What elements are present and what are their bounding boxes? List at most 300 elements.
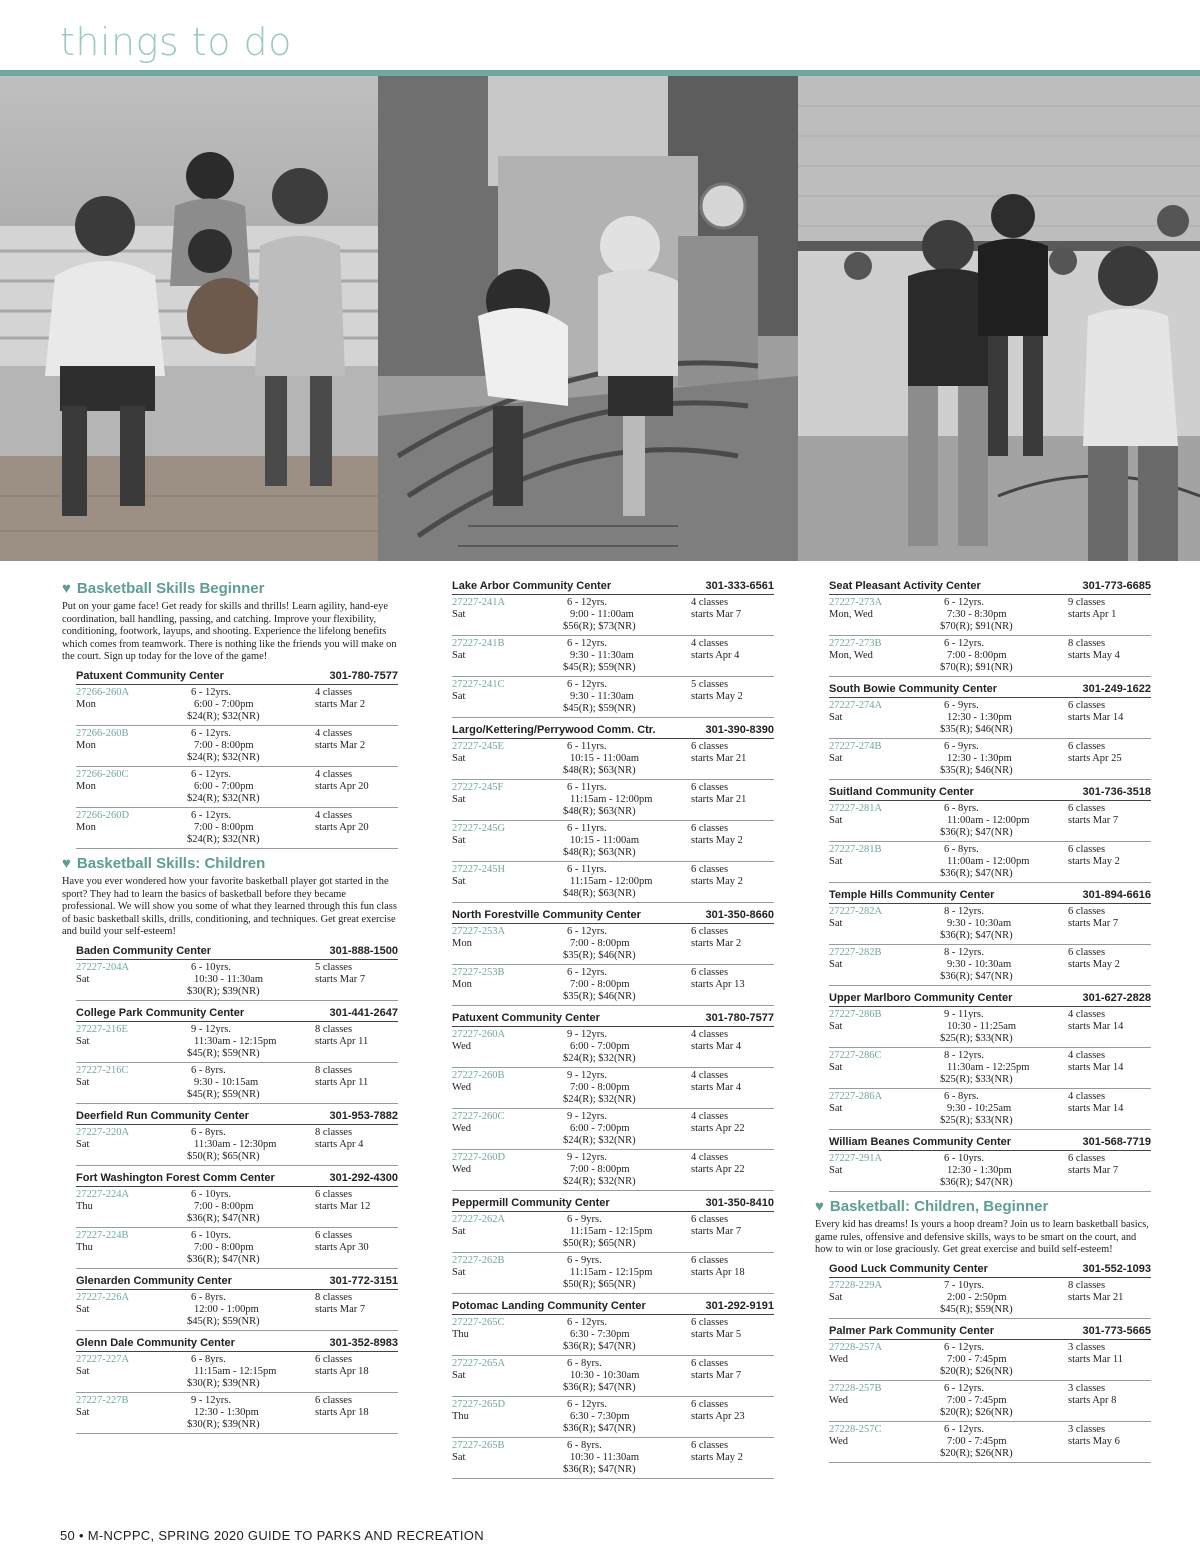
class-row (76, 685, 398, 726)
class-day: Sat (452, 609, 466, 620)
class-row (829, 1151, 1151, 1192)
class-day: Sat (76, 1076, 90, 1088)
class-day: Sat (829, 1165, 843, 1176)
class-age: 8 - 12yrs. (944, 906, 984, 917)
class-row (76, 1063, 398, 1104)
class-fee: $48(R); $63(NR) (563, 806, 636, 817)
class-fee: $36(R); $47(NR) (563, 1464, 636, 1475)
class-start: starts Mar 14 (1068, 1021, 1124, 1032)
class-time: 11:15am - 12:15pm (194, 1365, 277, 1377)
class-code: 27227-216C (76, 1064, 129, 1076)
class-count: 8 classes (315, 1126, 353, 1138)
class-count: 5 classes (691, 679, 729, 690)
class-start: starts Apr 20 (315, 780, 369, 792)
class-row (76, 1393, 398, 1434)
class-start: starts Mar 7 (1068, 815, 1119, 826)
class-row (452, 924, 774, 965)
class-count: 6 classes (315, 1353, 353, 1365)
class-start: starts May 2 (691, 876, 743, 887)
class-start: starts Mar 7 (691, 609, 742, 620)
class-code: 27227-265B (452, 1440, 505, 1451)
class-time: 7:00 - 8:00pm (194, 1200, 254, 1212)
class-fee: $45(R); $59(NR) (187, 1315, 260, 1327)
class-count: 6 classes (1068, 947, 1106, 958)
class-code: 27227-216E (76, 1023, 128, 1035)
class-fee: $30(R); $39(NR) (187, 1418, 260, 1430)
class-code: 27227-281B (829, 844, 882, 855)
class-code: 27266-260C (76, 768, 129, 780)
center-block (452, 1012, 774, 1191)
center-header (76, 945, 398, 960)
class-code: 27227-260A (452, 1029, 506, 1040)
class-day: Wed (829, 1435, 848, 1447)
class-start: starts Apr 4 (315, 1138, 364, 1150)
class-start: starts Apr 18 (315, 1365, 369, 1377)
center-phone: 301-736-3518 (1082, 786, 1151, 798)
center-block (829, 683, 1151, 780)
class-start: starts Apr 23 (691, 1411, 745, 1422)
class-start: starts Apr 30 (315, 1241, 369, 1253)
class-day: Thu (76, 1200, 93, 1212)
class-count: 5 classes (315, 961, 353, 973)
class-row (829, 1048, 1151, 1089)
class-count: 6 classes (691, 1399, 729, 1410)
class-day: Sat (452, 1370, 466, 1381)
center-block (829, 580, 1151, 677)
class-age: 6 - 8yrs. (191, 1126, 226, 1138)
class-start: starts Apr 20 (315, 821, 369, 833)
class-count: 6 classes (1068, 906, 1106, 917)
class-start: starts Mar 21 (1068, 1291, 1124, 1303)
class-count: 8 classes (315, 1023, 353, 1035)
class-day: Sat (452, 650, 466, 661)
class-time: 12:30 - 1:30pm (194, 1406, 259, 1418)
class-age: 6 - 9yrs. (567, 1214, 602, 1225)
class-fee: $36(R); $47(NR) (940, 827, 1013, 838)
class-age: 6 - 8yrs. (944, 803, 979, 814)
class-code: 27227-281A (829, 803, 883, 814)
class-day: Mon (76, 780, 96, 792)
class-day: Sat (452, 691, 466, 702)
class-day: Mon (76, 698, 96, 710)
class-day: Mon (452, 938, 472, 949)
class-age: 6 - 11yrs. (567, 864, 607, 875)
center-header (829, 1263, 1151, 1278)
class-code: 27228-257A (829, 1341, 883, 1353)
class-code: 27227-227B (76, 1394, 129, 1406)
class-count: 4 classes (691, 1152, 729, 1163)
class-row (452, 1438, 774, 1479)
class-count: 6 classes (691, 926, 729, 937)
class-fee: $24(R); $32(NR) (563, 1135, 636, 1146)
class-day: Wed (452, 1164, 471, 1175)
class-row (452, 636, 774, 677)
class-time: 10:15 - 11:00am (570, 835, 640, 846)
class-code: 27227-241C (452, 679, 505, 690)
center-block (452, 580, 774, 718)
class-day: Mon (76, 821, 96, 833)
class-count: 4 classes (315, 727, 353, 739)
class-age: 6 - 10yrs. (191, 1229, 231, 1241)
class-fee: $36(R); $47(NR) (563, 1423, 636, 1434)
class-code: 27227-260C (452, 1111, 505, 1122)
class-fee: $35(R); $46(NR) (563, 991, 636, 1002)
class-age: 9 - 12yrs. (567, 1070, 607, 1081)
class-age: 6 - 11yrs. (567, 823, 607, 834)
class-day: Sat (829, 1021, 843, 1032)
class-code: 27227-262B (452, 1255, 505, 1266)
center-block (829, 786, 1151, 883)
photo-kids-basketball (0, 76, 378, 561)
center-name: Fort Washington Forest Comm Center (76, 1171, 275, 1184)
class-count: 6 classes (315, 1188, 353, 1200)
center-header (452, 1012, 774, 1027)
class-count: 4 classes (691, 597, 729, 608)
class-row (76, 1228, 398, 1269)
class-day: Sat (76, 1035, 90, 1047)
center-block (829, 889, 1151, 986)
class-age: 6 - 12yrs. (567, 679, 607, 690)
center-header (76, 1275, 398, 1290)
center-phone: 301-390-8390 (705, 724, 774, 736)
class-time: 6:30 - 7:30pm (570, 1329, 630, 1340)
class-age: 6 - 12yrs. (567, 926, 607, 937)
photo-playground (378, 76, 798, 561)
class-count: 6 classes (1068, 700, 1106, 711)
class-count: 6 classes (691, 1358, 729, 1369)
class-count: 8 classes (1068, 638, 1106, 649)
class-row (829, 1278, 1151, 1319)
class-count: 4 classes (1068, 1091, 1106, 1102)
center-phone: 301-894-6616 (1082, 889, 1151, 901)
class-start: starts Apr 11 (315, 1035, 369, 1047)
class-row (76, 1187, 398, 1228)
class-row (829, 698, 1151, 739)
class-age: 6 - 12yrs. (944, 638, 984, 649)
class-code: 27227-245H (452, 864, 506, 875)
center-phone: 301-627-2828 (1082, 992, 1151, 1004)
class-start: starts Mar 12 (315, 1200, 371, 1212)
class-fee: $45(R); $59(NR) (563, 662, 636, 673)
class-age: 9 - 11yrs. (944, 1009, 984, 1020)
class-time: 7:30 - 8:30pm (947, 609, 1007, 620)
class-age: 9 - 12yrs. (567, 1152, 607, 1163)
section-title (62, 580, 398, 597)
class-count: 4 classes (1068, 1050, 1106, 1061)
class-start: starts Apr 22 (691, 1164, 745, 1175)
class-fee: $24(R); $32(NR) (187, 833, 260, 845)
class-start: starts Mar 4 (691, 1041, 742, 1052)
section-description: Every kid has dreams! Is yours a hoop dream? Join us to learn basketball basics, game rules, offensive and defensive skills, ways to be smart on the court, and how to win or lose graciously. Get great exercise and build self-esteem! (815, 1219, 1149, 1256)
class-row (452, 1068, 774, 1109)
column-left (62, 580, 398, 1440)
class-count: 6 classes (1068, 844, 1106, 855)
class-row (452, 1356, 774, 1397)
class-count: 6 classes (691, 741, 729, 752)
class-code: 27266-260B (76, 727, 129, 739)
center-header (76, 1007, 398, 1022)
center-header (829, 1136, 1151, 1151)
class-fee: $24(R); $32(NR) (187, 792, 260, 804)
class-age: 6 - 8yrs. (191, 1291, 226, 1303)
center-header (76, 1172, 398, 1187)
class-fee: $36(R); $47(NR) (940, 971, 1013, 982)
column-middle (438, 580, 774, 1485)
class-code: 27227-282B (829, 947, 882, 958)
class-time: 10:30 - 11:30am (194, 973, 264, 985)
class-code: 27227-253A (452, 926, 506, 937)
class-code: 27227-245F (452, 782, 504, 793)
class-code: 27227-245G (452, 823, 506, 834)
class-code: 27228-229A (829, 1279, 883, 1291)
center-block (76, 1172, 398, 1269)
center-block (829, 1263, 1151, 1319)
page-footer: 50 • M-NCPPC, SPRING 2020 GUIDE TO PARKS AND RECREATION (60, 1528, 484, 1543)
center-phone: 301-350-8410 (705, 1197, 774, 1209)
class-time: 9:30 - 11:30am (570, 691, 634, 702)
class-start: starts May 2 (691, 691, 743, 702)
class-age: 6 - 12yrs. (944, 1423, 984, 1435)
class-day: Sat (829, 712, 843, 723)
class-age: 6 - 8yrs. (191, 1353, 226, 1365)
class-start: starts May 2 (691, 1452, 743, 1463)
class-row (452, 1027, 774, 1068)
center-header (829, 683, 1151, 698)
class-start: starts Apr 4 (691, 650, 740, 661)
class-row (829, 595, 1151, 636)
center-block (452, 724, 774, 903)
center-phone: 301-350-8660 (705, 909, 774, 921)
class-count: 6 classes (691, 864, 729, 875)
class-start: starts Mar 7 (315, 973, 366, 985)
class-row (829, 1089, 1151, 1130)
class-day: Sat (829, 1062, 843, 1073)
class-fee: $36(R); $47(NR) (187, 1212, 260, 1224)
class-row (452, 1109, 774, 1150)
class-day: Mon (76, 739, 96, 751)
class-fee: $56(R); $73(NR) (563, 621, 636, 632)
class-code: 27227-273A (829, 597, 883, 608)
class-day: Wed (829, 1353, 848, 1365)
class-age: 6 - 8yrs. (191, 1064, 226, 1076)
class-fee: $45(R); $59(NR) (187, 1047, 260, 1059)
class-row (452, 1315, 774, 1356)
class-start: starts Mar 7 (1068, 918, 1119, 929)
class-fee: $45(R); $59(NR) (187, 1088, 260, 1100)
center-phone: 301-773-5665 (1082, 1324, 1151, 1337)
class-time: 6:00 - 7:00pm (194, 780, 254, 792)
class-code: 27227-274A (829, 700, 883, 711)
class-row (76, 960, 398, 1001)
class-time: 9:30 - 10:30am (947, 918, 1012, 929)
class-time: 6:00 - 7:00pm (570, 1123, 630, 1134)
class-day: Mon, Wed (829, 609, 873, 620)
class-day: Sat (452, 1452, 466, 1463)
class-day: Sat (76, 1303, 90, 1315)
center-name: Largo/Kettering/Perrywood Comm. Ctr. (452, 724, 656, 736)
class-time: 7:00 - 8:00pm (194, 821, 254, 833)
class-code: 27227-286C (829, 1050, 882, 1061)
class-fee: $35(R); $46(NR) (563, 950, 636, 961)
class-time: 12:30 - 1:30pm (947, 753, 1012, 764)
class-count: 4 classes (691, 638, 729, 649)
class-row (829, 1422, 1151, 1463)
class-day: Sat (76, 1138, 90, 1150)
class-count: 6 classes (691, 1214, 729, 1225)
class-time: 2:00 - 2:50pm (947, 1291, 1007, 1303)
class-time: 12:30 - 1:30pm (947, 712, 1012, 723)
center-phone: 301-953-7882 (329, 1109, 398, 1122)
center-name: College Park Community Center (76, 1006, 245, 1019)
class-time: 7:00 - 8:00pm (947, 650, 1007, 661)
class-start: starts Mar 2 (315, 698, 366, 710)
class-age: 6 - 9yrs. (944, 700, 979, 711)
class-fee: $48(R); $63(NR) (563, 888, 636, 899)
class-fee: $24(R); $32(NR) (563, 1053, 636, 1064)
class-count: 3 classes (1068, 1423, 1106, 1435)
center-header (452, 1197, 774, 1212)
class-time: 7:00 - 8:00pm (570, 979, 630, 990)
center-phone: 301-292-9191 (705, 1300, 774, 1312)
class-row (452, 1212, 774, 1253)
class-fee: $24(R); $32(NR) (563, 1094, 636, 1105)
class-start: starts Apr 25 (1068, 753, 1122, 764)
class-code: 27227-260D (452, 1152, 506, 1163)
class-time: 7:00 - 8:00pm (570, 938, 630, 949)
center-name: Temple Hills Community Center (829, 889, 995, 901)
class-start: starts Mar 4 (691, 1082, 742, 1093)
class-row (76, 808, 398, 849)
center-block (829, 1325, 1151, 1463)
class-time: 11:15am - 12:00pm (570, 876, 653, 887)
class-fee: $20(R); $26(NR) (940, 1447, 1013, 1459)
class-code: 27227-282A (829, 906, 883, 917)
class-code: 27228-257B (829, 1382, 882, 1394)
class-row (76, 1352, 398, 1393)
class-row (829, 739, 1151, 780)
class-fee: $70(R); $91(NR) (940, 662, 1013, 673)
center-name: Upper Marlboro Community Center (829, 992, 1013, 1004)
class-time: 6:00 - 7:00pm (194, 698, 254, 710)
class-row (76, 1022, 398, 1063)
class-count: 6 classes (1068, 803, 1106, 814)
center-block (829, 992, 1151, 1130)
class-row (452, 780, 774, 821)
class-day: Sat (452, 1267, 466, 1278)
class-time: 12:00 - 1:00pm (194, 1303, 259, 1315)
class-row (829, 1340, 1151, 1381)
class-day: Sat (76, 973, 90, 985)
class-fee: $24(R); $32(NR) (563, 1176, 636, 1187)
center-name: Deerfield Run Community Center (76, 1109, 249, 1122)
center-name: William Beanes Community Center (829, 1136, 1012, 1148)
class-age: 6 - 8yrs. (944, 1091, 979, 1102)
class-age: 6 - 12yrs. (944, 597, 984, 608)
class-fee: $50(R); $65(NR) (563, 1238, 636, 1249)
heart-icon: ♥ (815, 1198, 824, 1215)
class-time: 9:00 - 11:00am (570, 609, 634, 620)
class-day: Sat (452, 876, 466, 887)
heart-icon: ♥ (62, 854, 71, 872)
class-day: Mon (452, 979, 472, 990)
class-count: 4 classes (691, 1029, 729, 1040)
center-header (829, 992, 1151, 1007)
class-start: starts Mar 7 (691, 1370, 742, 1381)
class-day: Sat (829, 815, 843, 826)
class-row (452, 862, 774, 903)
class-day: Wed (452, 1041, 471, 1052)
class-start: starts May 4 (1068, 650, 1120, 661)
class-start: starts Apr 8 (1068, 1394, 1117, 1406)
class-time: 6:30 - 7:30pm (570, 1411, 630, 1422)
class-fee: $35(R); $46(NR) (940, 724, 1013, 735)
class-age: 6 - 12yrs. (191, 686, 231, 698)
class-day: Sat (829, 1291, 843, 1303)
center-name: Patuxent Community Center (76, 669, 224, 682)
class-day: Sat (76, 1365, 90, 1377)
class-fee: $36(R); $47(NR) (187, 1253, 260, 1265)
class-row (76, 1290, 398, 1331)
class-code: 27228-257C (829, 1423, 882, 1435)
class-age: 6 - 8yrs. (944, 844, 979, 855)
center-name: Glenn Dale Community Center (76, 1336, 235, 1349)
class-start: starts Mar 21 (691, 794, 747, 805)
class-time: 11:30am - 12:30pm (194, 1138, 277, 1150)
class-day: Sat (829, 753, 843, 764)
class-count: 4 classes (1068, 1009, 1106, 1020)
section-title-text: Basketball Skills: Children (76, 854, 266, 872)
class-count: 4 classes (691, 1070, 729, 1081)
class-day: Thu (76, 1241, 93, 1253)
center-name: Peppermill Community Center (452, 1197, 610, 1209)
class-fee: $45(R); $59(NR) (563, 703, 636, 714)
class-start: starts Mar 14 (1068, 1062, 1124, 1073)
class-row (452, 595, 774, 636)
class-fee: $36(R); $47(NR) (940, 1177, 1013, 1188)
class-time: 7:00 - 8:00pm (194, 1241, 254, 1253)
class-start: starts Apr 1 (1068, 609, 1117, 620)
class-age: 6 - 12yrs. (191, 768, 231, 780)
class-code: 27227-220A (76, 1126, 130, 1138)
class-count: 6 classes (315, 1229, 353, 1241)
center-header (452, 724, 774, 739)
class-time: 10:30 - 11:30am (570, 1452, 640, 1463)
class-age: 6 - 12yrs. (567, 1317, 607, 1328)
class-time: 11:15am - 12:15pm (570, 1226, 653, 1237)
center-header (76, 1337, 398, 1352)
center-name: Good Luck Community Center (829, 1262, 988, 1275)
class-fee: $30(R); $39(NR) (187, 1377, 260, 1389)
class-code: 27227-227A (76, 1353, 130, 1365)
class-fee: $25(R); $33(NR) (940, 1115, 1013, 1126)
center-phone: 301-568-7719 (1082, 1136, 1151, 1148)
class-count: 6 classes (691, 967, 729, 978)
center-header (452, 909, 774, 924)
class-start: starts Mar 21 (691, 753, 747, 764)
class-age: 8 - 12yrs. (944, 947, 984, 958)
class-time: 7:00 - 8:00pm (570, 1164, 630, 1175)
class-start: starts Apr 11 (315, 1076, 369, 1088)
class-start: starts Apr 22 (691, 1123, 745, 1134)
class-code: 27227-241A (452, 597, 506, 608)
class-start: starts May 2 (1068, 959, 1120, 970)
class-time: 11:00am - 12:00pm (947, 856, 1030, 867)
class-code: 27227-241B (452, 638, 505, 649)
class-fee: $48(R); $63(NR) (563, 765, 636, 776)
center-phone: 301-888-1500 (329, 944, 398, 957)
class-fee: $25(R); $33(NR) (940, 1033, 1013, 1044)
heart-icon: ♥ (62, 580, 71, 597)
